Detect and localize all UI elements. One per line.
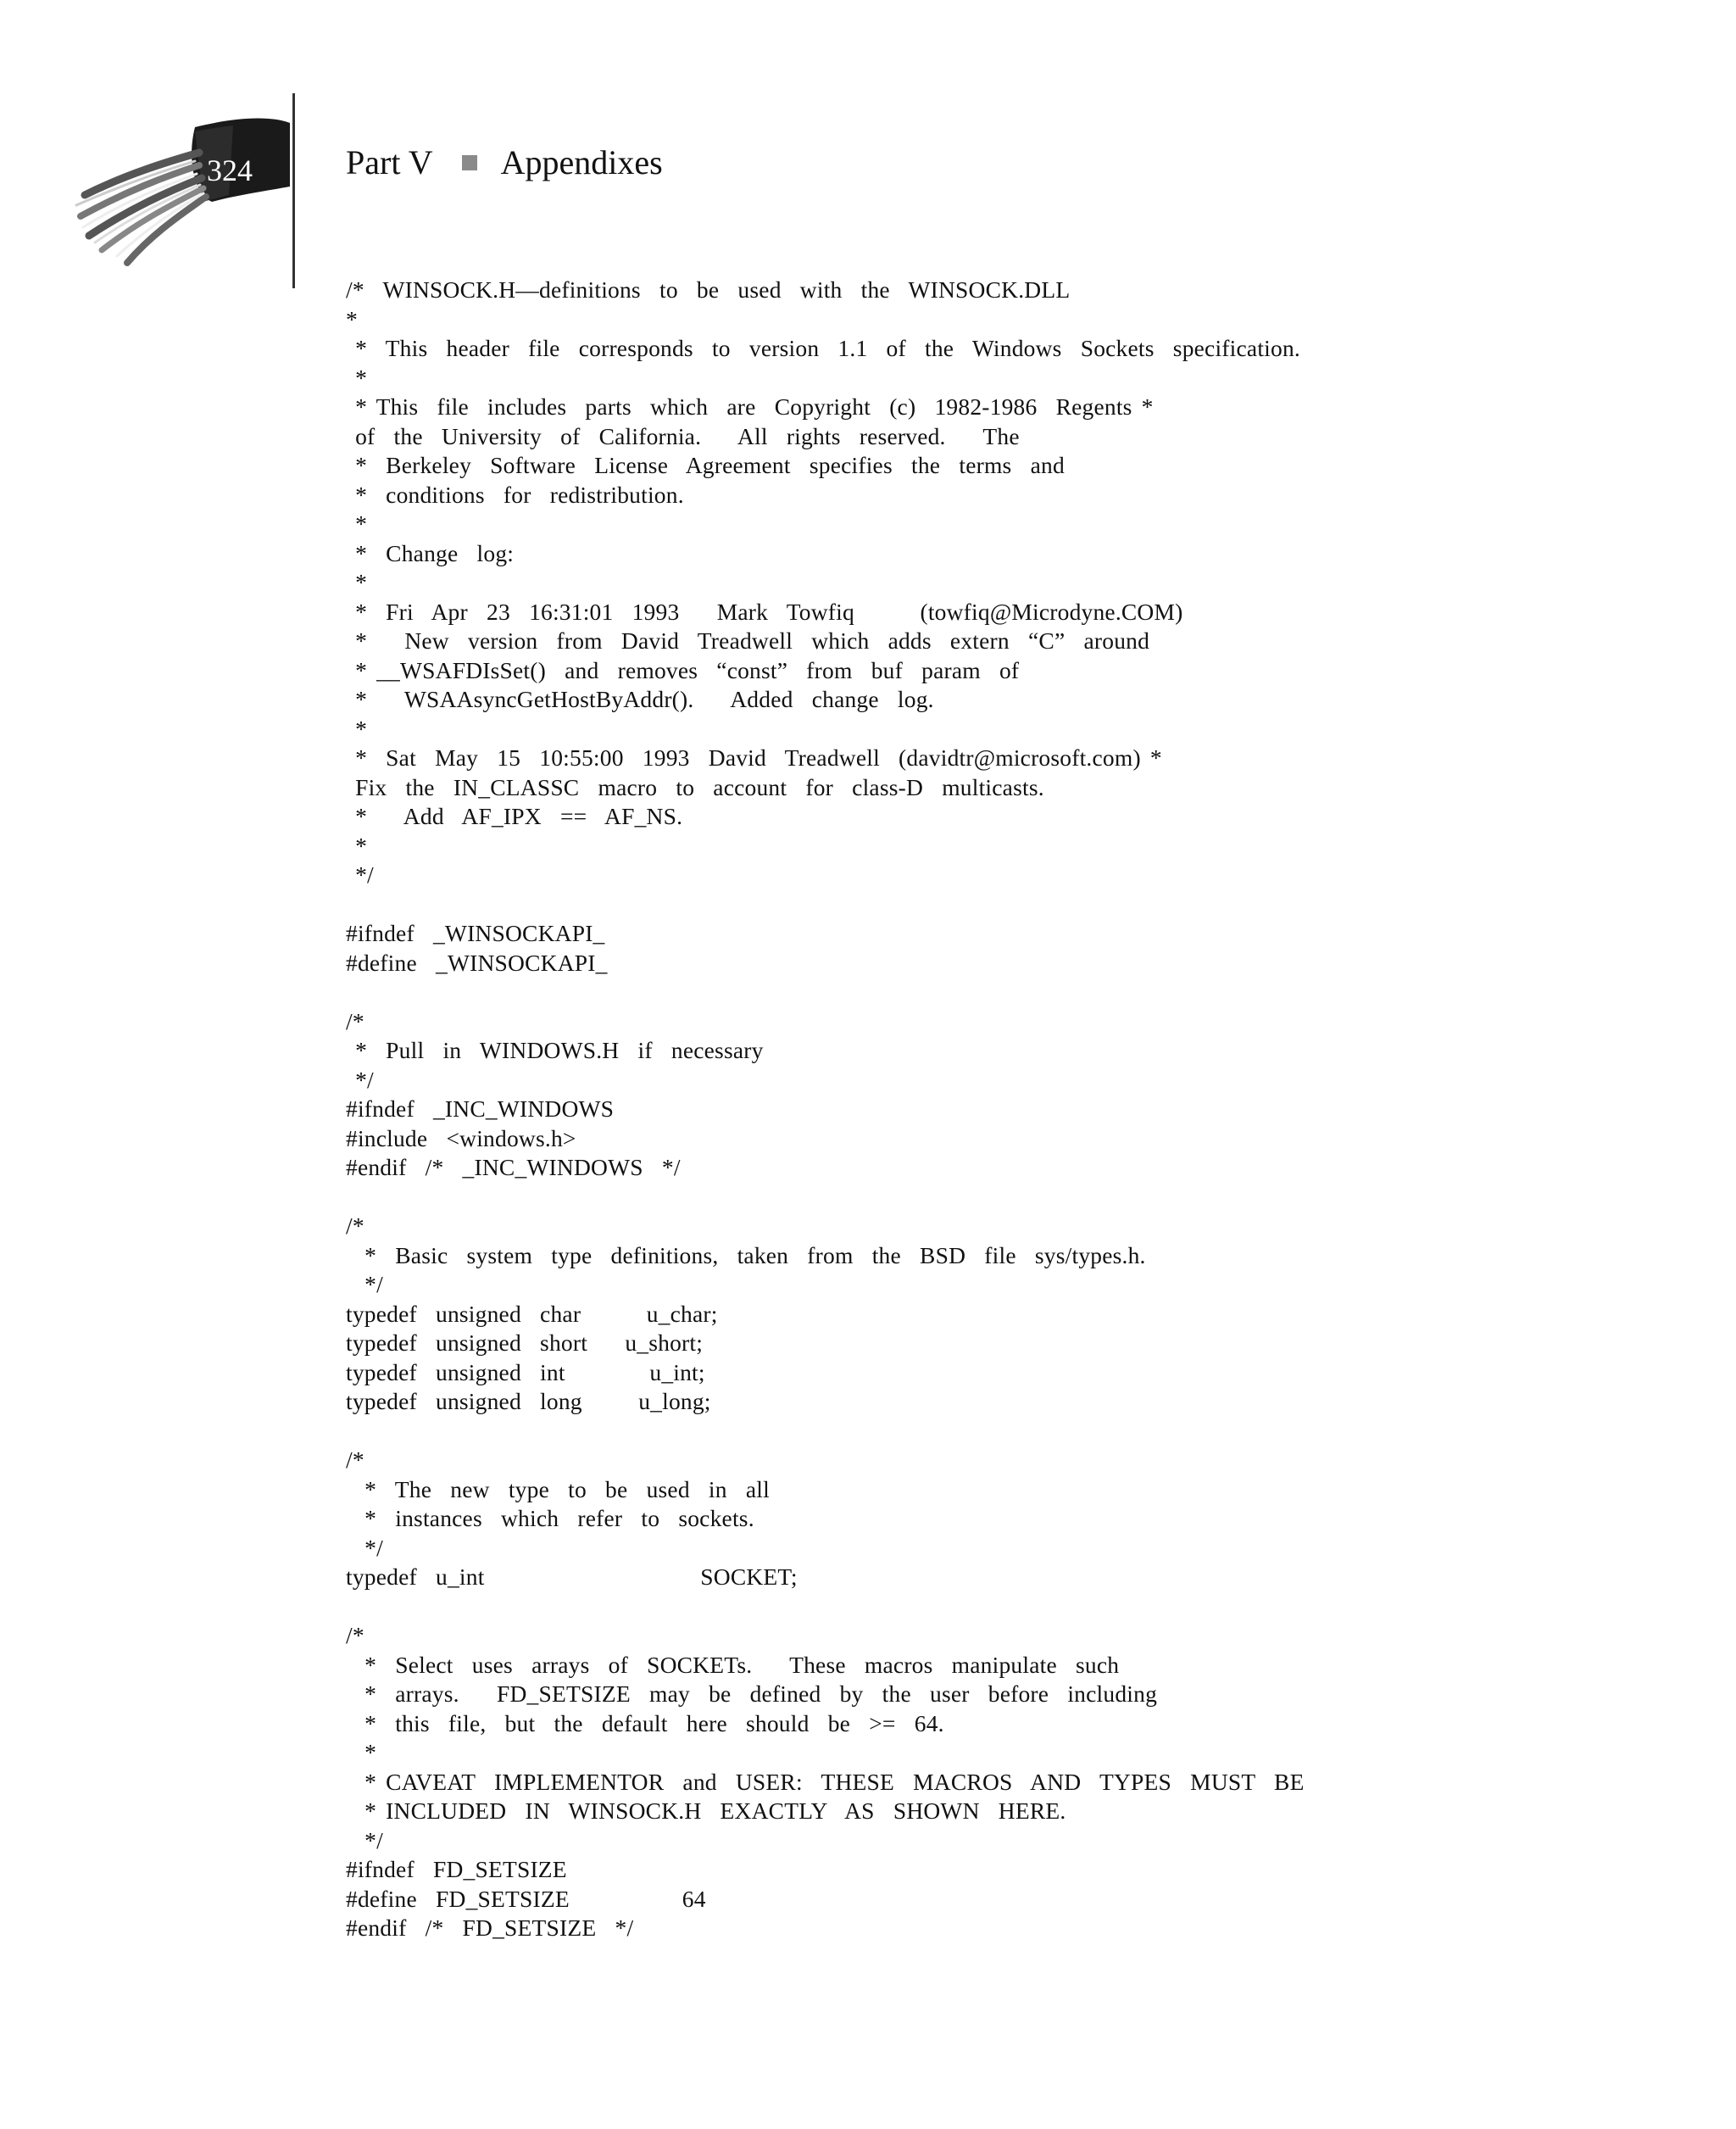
code-line: *	[346, 1739, 377, 1765]
code-line: #endif /* FD_SETSIZE */	[346, 1914, 634, 1941]
code-line: *	[346, 305, 358, 332]
code-line: *	[346, 510, 368, 537]
code-line: * Select uses arrays of SOCKETs. These macros manipulate such	[346, 1651, 1120, 1678]
code-line: #define FD_SETSIZE 64	[346, 1885, 706, 1912]
code-line	[346, 890, 1702, 920]
code-line: * conditions for redistribution.	[346, 481, 684, 508]
code-line: * Berkeley Software License Agreement specifies the terms and	[346, 452, 1065, 478]
code-line: *	[346, 832, 368, 859]
code-line: /*	[346, 1007, 364, 1034]
code-line: * Change log:	[346, 539, 515, 566]
code-line: Fix the IN_CLASSC macro to account for class-D multicasts.	[346, 773, 1044, 800]
code-line: *	[346, 364, 368, 391]
code-line: */	[346, 861, 374, 888]
code-line: #define _WINSOCKAPI_	[346, 949, 608, 976]
code-line: #ifndef FD_SETSIZE	[346, 1856, 567, 1882]
code-line: * Fri Apr 23 16:31:01 1993 Mark Towfiq (towfiq@Microdyne.COM)	[346, 598, 1183, 625]
code-line: * instances which refer to sockets.	[346, 1505, 754, 1531]
code-line: * New version from David Treadwell which adds extern “C” around	[346, 627, 1150, 654]
section-title: Appendixes	[500, 143, 663, 181]
code-line: /*	[346, 1212, 364, 1239]
code-line: typedef unsigned short u_short;	[346, 1329, 704, 1356]
code-line: * Basic system type definitions, taken from the BSD file sys/types.h.	[346, 1241, 1146, 1268]
code-line: typedef unsigned long u_long;	[346, 1388, 711, 1414]
code-line: * The new type to be used in all	[346, 1475, 770, 1502]
code-line: typedef unsigned char u_char;	[346, 1300, 718, 1327]
code-line: *	[346, 715, 368, 742]
page-number: 324	[207, 153, 253, 187]
code-line: /*	[346, 1446, 364, 1473]
code-line: * Add AF_IPX == AF_NS.	[346, 803, 683, 829]
code-line: * this file, but the default here should be >= 64.	[346, 1709, 944, 1736]
square-separator-icon	[462, 155, 477, 170]
part-label: Part V	[346, 143, 433, 181]
code-line: #ifndef _WINSOCKAPI_	[346, 920, 605, 946]
code-line: typedef u_int SOCKET;	[346, 1563, 798, 1590]
code-listing	[346, 276, 1702, 1943]
code-line: #include <windows.h>	[346, 1124, 576, 1151]
code-line	[346, 1183, 1702, 1212]
chapter-hand-logo-icon	[68, 93, 322, 297]
code-line	[346, 1417, 1702, 1446]
code-line: #endif /* _INC_WINDOWS */	[346, 1154, 681, 1180]
code-line: * This file includes parts which are Copyright (c) 1982-1986 Regents *	[346, 393, 1154, 420]
code-line: * __WSAFDIsSet() and removes “const” from buf param of	[346, 656, 1020, 683]
code-line: * WSAAsyncGetHostByAddr(). Added change log.	[346, 686, 934, 712]
code-line: * Sat May 15 10:55:00 1993 David Treadwell (davidtr@microsoft.com) *	[346, 744, 1162, 771]
code-line: of the University of California. All rights reserved. The	[346, 422, 1020, 449]
code-line: * INCLUDED IN WINSOCK.H EXACTLY AS SHOWN HERE.	[346, 1797, 1066, 1824]
code-line: */	[346, 1066, 374, 1093]
code-line: * arrays. FD_SETSIZE may be defined by the user before including	[346, 1680, 1158, 1707]
code-line: #ifndef _INC_WINDOWS	[346, 1095, 615, 1122]
code-line	[346, 1592, 1702, 1622]
code-line: */	[346, 1271, 383, 1297]
code-line: * CAVEAT IMPLEMENTOR and USER: THESE MACROS AND TYPES MUST BE	[346, 1768, 1305, 1795]
code-line: * This header file corresponds to version 1.1 of the Windows Sockets specification.	[346, 335, 1300, 361]
code-line: /*	[346, 1622, 364, 1648]
code-line: */	[346, 1826, 383, 1853]
running-header	[346, 143, 663, 181]
code-line	[346, 978, 1702, 1007]
code-line: */	[346, 1534, 383, 1561]
code-line: typedef unsigned int u_int;	[346, 1358, 705, 1385]
code-line: * Pull in WINDOWS.H if necessary	[346, 1037, 764, 1063]
code-line: /* WINSOCK.H—definitions to be used with the WINSOCK.DLL	[346, 276, 1071, 303]
code-line: *	[346, 569, 368, 595]
